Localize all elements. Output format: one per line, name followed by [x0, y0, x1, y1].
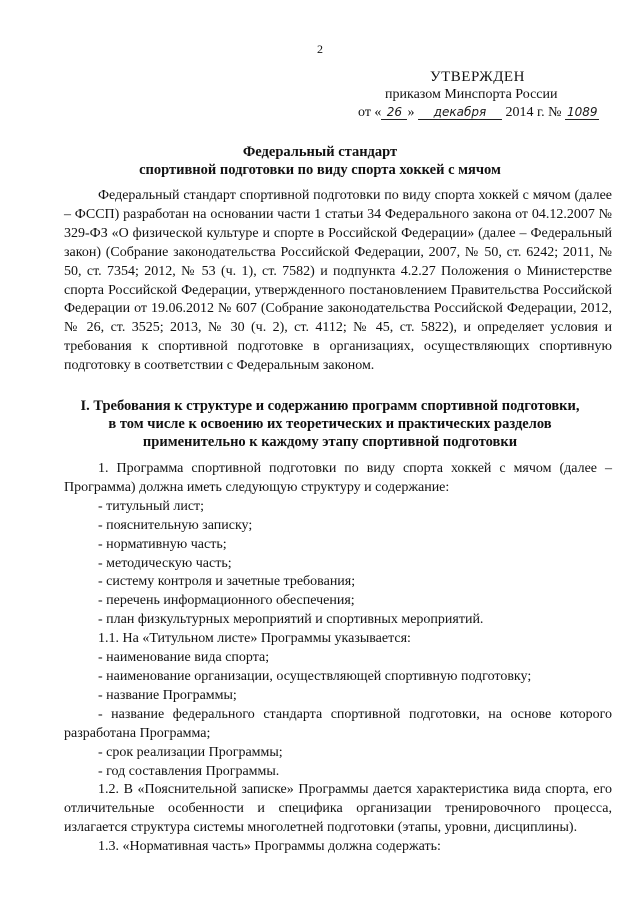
handwritten-order-number: 1089 — [566, 105, 598, 119]
page-number: 2 — [317, 42, 323, 56]
clause-1: 1. Программа спортивной подготовки по виду спорта хоккей с мячом (далее – Программа) должна иметь следующую структуру и содержание: — [64, 461, 612, 495]
order-date-line — [330, 104, 598, 122]
structure-item: - титульный лист; — [98, 498, 205, 514]
clause-1-3: 1.3. «Нормативная часть» Программы должна содержать: — [98, 839, 441, 855]
title-sheet-item: - название Программы; — [98, 687, 237, 703]
structure-item: - пояснительную записку; — [98, 517, 253, 533]
title-sheet-item: - наименование организации, осуществляющей спортивную подготовку; — [98, 668, 532, 684]
clause-1-2: 1.2. В «Пояснительной записке» Программы дается характеристика вида спорта, его отличительные особенности и специфика организации тренировочного процесса, излагается структура системы многолетней подготовки (этапы, уровни, дисциплины). — [64, 782, 612, 836]
requirements-section — [64, 460, 612, 857]
title-sheet-item: - год составления Программы. — [98, 763, 280, 779]
title-sheet-item: - наименование вида спорта; — [98, 650, 270, 666]
title-line-1: Федеральный стандарт — [242, 144, 398, 160]
intro-paragraph: Федеральный стандарт спортивной подготовки по виду спорта хоккей с мячом (далее – ФССП) разработан на основании части 1 статьи 34 Федерального закона от 04.12.2007 № 329-ФЗ «О физической культуре и спорте в Российской Федерации» (далее – Федеральный закон) (Собрание законодательства Российской Федерации, 2007, № 50, ст. 6242; 2011, № 50, ст. 7354; 2012, № 53 (ч. 1), ст. 7582) и подпункта 4.2.27 Положения о Министерстве спорта Российской Федерации, утвержденного постановлением Правительства Российской Федерации от 19.06.2012 № 607 (Собрание законодательства Российской Федерации, 2012, № 26, ст. 3525; 2013, № 30 (ч. 2), ст. 4112; № 45, ст. 5822), и определяет условия и требования к спортивной подготовке в организациях, осуществляющих спортивную подготовку в соответствии с Федеральным законом. — [64, 188, 612, 374]
date-prefix: от « — [358, 105, 382, 120]
title-line-2: спортивной подготовки по виду спорта хоккей с мячом — [139, 162, 501, 178]
structure-item: - перечень информационного обеспечения; — [98, 593, 355, 609]
document-title — [60, 143, 580, 179]
section-heading-line-1: I. Требования к структуре и содержанию программ спортивной подготовки, — [80, 398, 580, 414]
structure-item: - нормативную часть; — [98, 536, 227, 552]
structure-item: - систему контроля и зачетные требования; — [98, 574, 356, 590]
approved-label: УТВЕРЖДЕН — [430, 69, 525, 85]
approved-by-order: приказом Минспорта России — [385, 87, 558, 102]
section-heading-line-3: применительно к каждому этапу спортивной подготовки — [142, 434, 518, 450]
approval-stamp — [330, 68, 598, 122]
handwritten-month: декабря — [418, 105, 502, 120]
title-sheet-item: - срок реализации Программы; — [98, 744, 283, 760]
structure-item: - методическую часть; — [98, 555, 232, 571]
structure-item: - план физкультурных мероприятий и спортивных мероприятий. — [98, 612, 484, 628]
handwritten-day: 26 — [381, 105, 407, 120]
intro-section — [64, 187, 612, 376]
section-heading — [60, 397, 600, 451]
date-mid: » — [407, 105, 415, 120]
title-sheet-item-standard: - название федерального стандарта спортивной подготовки, на основе которого разработана Программа; — [64, 706, 612, 741]
clause-1-1: 1.1. На «Титульном листе» Программы указывается: — [98, 631, 411, 647]
section-heading-line-2: в том числе к освоению их теоретических и практических разделов — [108, 416, 552, 432]
date-year: 2014 г. № — [505, 105, 562, 120]
